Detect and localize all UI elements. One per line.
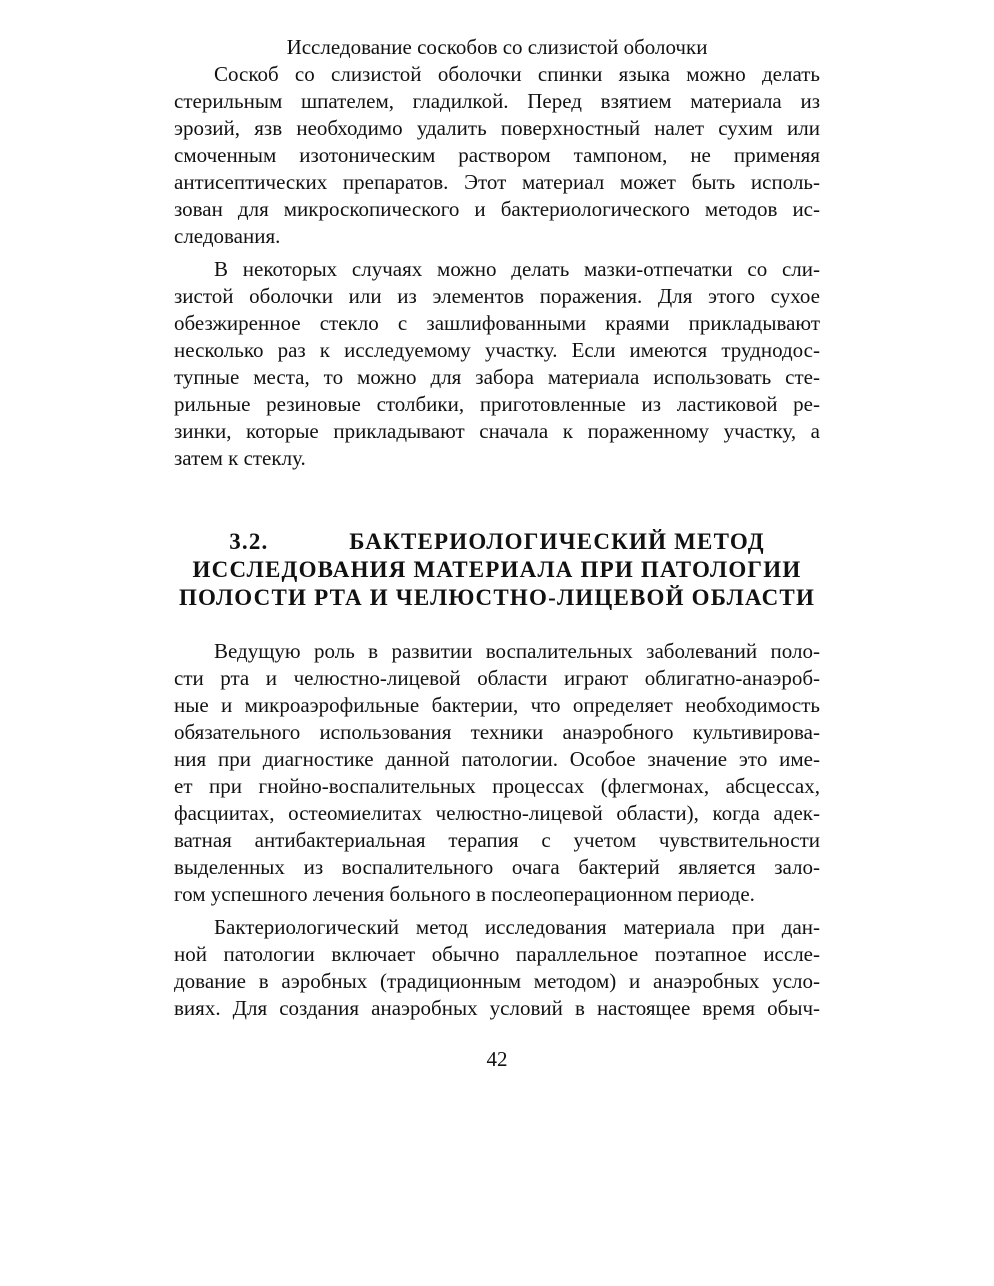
section-title-line: БАКТЕРИОЛОГИЧЕСКИЙ МЕТОД — [349, 529, 765, 554]
document-page — [174, 34, 820, 1022]
section-title-line: ПОЛОСТИ РТА И ЧЕЛЮСТНО-ЛИЦЕВОЙ ОБЛАСТИ — [178, 585, 816, 610]
text-line: зистой оболочки или из элементов поражения. Для этого сухое — [174, 284, 820, 308]
text-line: ватная антибактериальная терапия с учетом чувствительности — [174, 828, 820, 852]
text-line: выделенных из воспалительного очага бактерий является зало- — [174, 855, 820, 879]
text-line: смоченным изотоническим раствором тампоном, не применяя — [174, 143, 820, 167]
text-line: ния при диагностике данной патологии. Особое значение это име- — [174, 747, 820, 771]
text-line: ной патологии включает обычно параллельное поэтапное иссле- — [174, 942, 820, 966]
text-line: фасциитах, остеомиелитах челюстно-лицевой области), когда адек- — [174, 801, 820, 825]
text-line: следования. — [174, 224, 281, 248]
text-line: дование в аэробных (традиционным методом) и анаэробных усло- — [174, 969, 820, 993]
text-line: ет при гнойно-воспалительных процессах (флегмонах, абсцессах, — [174, 774, 820, 798]
text-line: Соскоб со слизистой оболочки спинки языка можно делать — [214, 62, 820, 86]
text-line: виях. Для создания анаэробных условий в настоящее время обыч- — [174, 996, 820, 1020]
subheading: Исследование соскобов со слизистой оболочки — [286, 35, 708, 59]
text-line: несколько раз к исследуемому участку. Если имеются труднодос- — [174, 338, 820, 362]
section-title-line: ИССЛЕДОВАНИЯ МАТЕРИАЛА ПРИ ПАТОЛОГИИ — [192, 557, 802, 582]
text-line: Бактериологический метод исследования материала при дан- — [214, 915, 820, 939]
section-number: 3.2. — [229, 529, 269, 554]
text-line: сти рта и челюстно-лицевой области играют облигатно-анаэроб- — [174, 666, 820, 690]
text-line: антисептических препаратов. Этот материал может быть исполь- — [174, 170, 820, 194]
section-heading — [174, 528, 820, 612]
text-line: гом успешного лечения больного в послеоперационном периоде. — [174, 882, 755, 906]
text-line: ные и микроаэрофильные бактерии, что определяет необходимость — [174, 693, 820, 717]
text-line: эрозий, язв необходимо удалить поверхностный налет сухим или — [174, 116, 820, 140]
text-line: В некоторых случаях можно делать мазки-отпечатки со сли- — [214, 257, 820, 281]
text-line: обязательного использования техники анаэробного культивирова- — [174, 720, 820, 744]
text-line: стерильным шпателем, гладилкой. Перед взятием материала из — [174, 89, 820, 113]
paragraph-scraping — [174, 61, 820, 250]
paragraph-leading-role — [174, 638, 820, 908]
text-line: обезжиренное стекло с зашлифованными краями прикладывают — [174, 311, 820, 335]
text-line: Ведущую роль в развитии воспалительных заболеваний поло- — [214, 639, 820, 663]
page-number: 42 — [486, 1047, 508, 1071]
text-line: тупные места, то можно для забора материала использовать сте- — [174, 365, 820, 389]
paragraph-method — [174, 914, 820, 1022]
text-line: зован для микроскопического и бактериологического методов ис- — [174, 197, 820, 221]
paragraph-imprint-smears — [174, 256, 820, 472]
text-line: рильные резиновые столбики, приготовленные из ластиковой ре- — [174, 392, 820, 416]
text-line: зинки, которые прикладывают сначала к пораженному участку, а — [174, 419, 820, 443]
text-line: затем к стеклу. — [174, 446, 306, 470]
